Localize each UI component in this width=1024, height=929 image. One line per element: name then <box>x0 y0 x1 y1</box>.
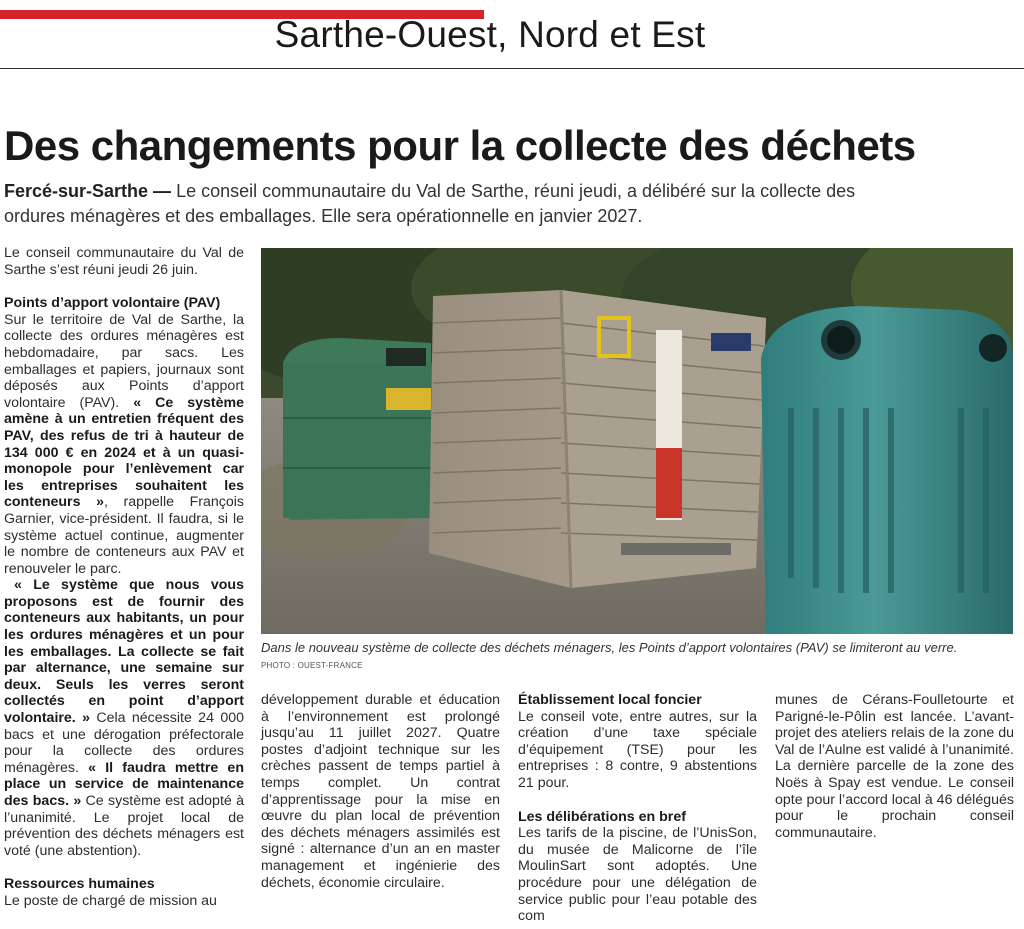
lead-paragraph <box>4 179 904 229</box>
pav-paragraph-2: « Le système que nous vous proposons est de fournir des conteneurs aux habitants, un pour les ordures ménagères et un pour les emballages. La collecte se fait par alternance, une semaine sur deux. Seuls les verres seront collectés en point d’apport volontaire. » Cela nécessite 24 000 bacs et une dérogation préfectorale pour la collecte des ordures ménagères. « Il faudra mettre en place un service de maintenance des bacs. » Ce système est adopté à l’unanimité. Le projet local de prévention des déchets ménagers est voté (une abstention). <box>4 577 244 859</box>
subhead-rh: Ressources humaines <box>4 876 155 893</box>
photo-recycling-containers <box>261 248 1013 634</box>
column-4 <box>775 692 1014 841</box>
dateline: Fercé-sur-Sarthe — <box>4 181 172 201</box>
headline: Des changements pour la collecte des déchets <box>4 122 916 169</box>
column-3 <box>518 692 757 925</box>
foncier-paragraph: Le conseil vote, entre autres, sur la création d’une taxe spéciale d’équipement (TSE) pour les entreprises : 8 contre, 9 abstentions 21 pour. <box>518 708 757 791</box>
lead-text: Le conseil communautaire du Val de Sarthe, réuni jeudi, a délibéré sur la collecte des ordures ménagères et des emballages. Elle sera opérationnelle en janvier 2027. <box>4 181 856 226</box>
rh-paragraph-cont: développement durable et éducation à l’environnement est prolongé jusqu’au 11 juillet 2027. Quatre postes d’adjoint technique sur les crèches passent de temps partiel à temps complet. Un contrat d’apprentissage pour la mise en œuvre du plan local de prévention des déchets ménagers assimilés est signé : alternance d’un an en master management et ingénierie des déchets, économie circulaire. <box>261 692 500 891</box>
intro-paragraph: Le conseil communautaire du Val de Sarthe s’est réuni jeudi 26 juin. <box>4 245 244 278</box>
rh-paragraph-start: Le poste de chargé de mission au <box>4 892 217 909</box>
quote-bold: « Le système que nous vous proposons est de fournir des conteneurs aux habitants, un pour les ordures ménagères et un pour les emballages. La collecte se fait par alternance, une semaine sur deux. Seuls les verres seront collectés en point d’apport volontaire. » <box>4 577 244 727</box>
subhead-foncier: Établissement local foncier <box>518 692 702 708</box>
bref-paragraph-start: Les tarifs de la piscine, de l’UnisSon, du musée de Malicorne de l’île MoulinSart sont adoptés. Une procédure pour une délégation de service public pour l’eau potable des com <box>518 825 757 925</box>
column-2 <box>261 692 500 891</box>
quote-bold: « Ce système amène à un entretien fréquent des PAV, des refus de tri à hauteur de 134 000 € en 2024 et à un quasi-monopole pour l’enlèvement car les entreprises souhaitent les conteneurs » <box>4 394 244 511</box>
pav-paragraph-1: Sur le territoire de Val de Sarthe, la collecte des ordures ménagères est hebdomadaire, par sacs. Les emballages et papiers, journaux sont déposés aux Points d’apport volontaire (PAV). « Ce système amène à un entretien fréquent des PAV, des refus de tri à hauteur de 134 000 € en 2024 et à un quasi-monopole pour l’enlèvement car les entreprises souhaitent les conteneurs », rappelle François Garnier, vice-président. Il faudra, si le système actuel continue, augmenter le nombre de conteneurs aux PAV et renouveler le parc. <box>4 311 244 577</box>
bref-paragraph-cont: munes de Cérans-Foulletourte et Parigné-le-Pôlin est lancée. L’avant-projet des ateliers relais de la zone du Val de l’Aulne est validé à l’unanimité. La dernière parcelle de la zone des Noës à Spay est vendue. Le conseil opte pour l’accord local à 46 délégués pour le prochain conseil communautaire. <box>775 692 1014 841</box>
header-rule <box>0 68 1024 69</box>
photo-caption: Dans le nouveau système de collecte des déchets ménagers, les Points d’apport volontaires (PAV) se limiteront au verre. <box>261 640 958 655</box>
subhead-pav: Points d’apport volontaire (PAV) <box>4 295 221 312</box>
quote-bold: « Il faudra mettre en place un service de maintenance des bacs. » <box>4 759 244 809</box>
column-1 <box>4 245 244 910</box>
subhead-bref: Les délibérations en bref <box>518 808 686 825</box>
section-title: Sarthe-Ouest, Nord et Est <box>274 14 706 55</box>
photo-credit: PHOTO : OUEST-FRANCE <box>261 661 363 670</box>
